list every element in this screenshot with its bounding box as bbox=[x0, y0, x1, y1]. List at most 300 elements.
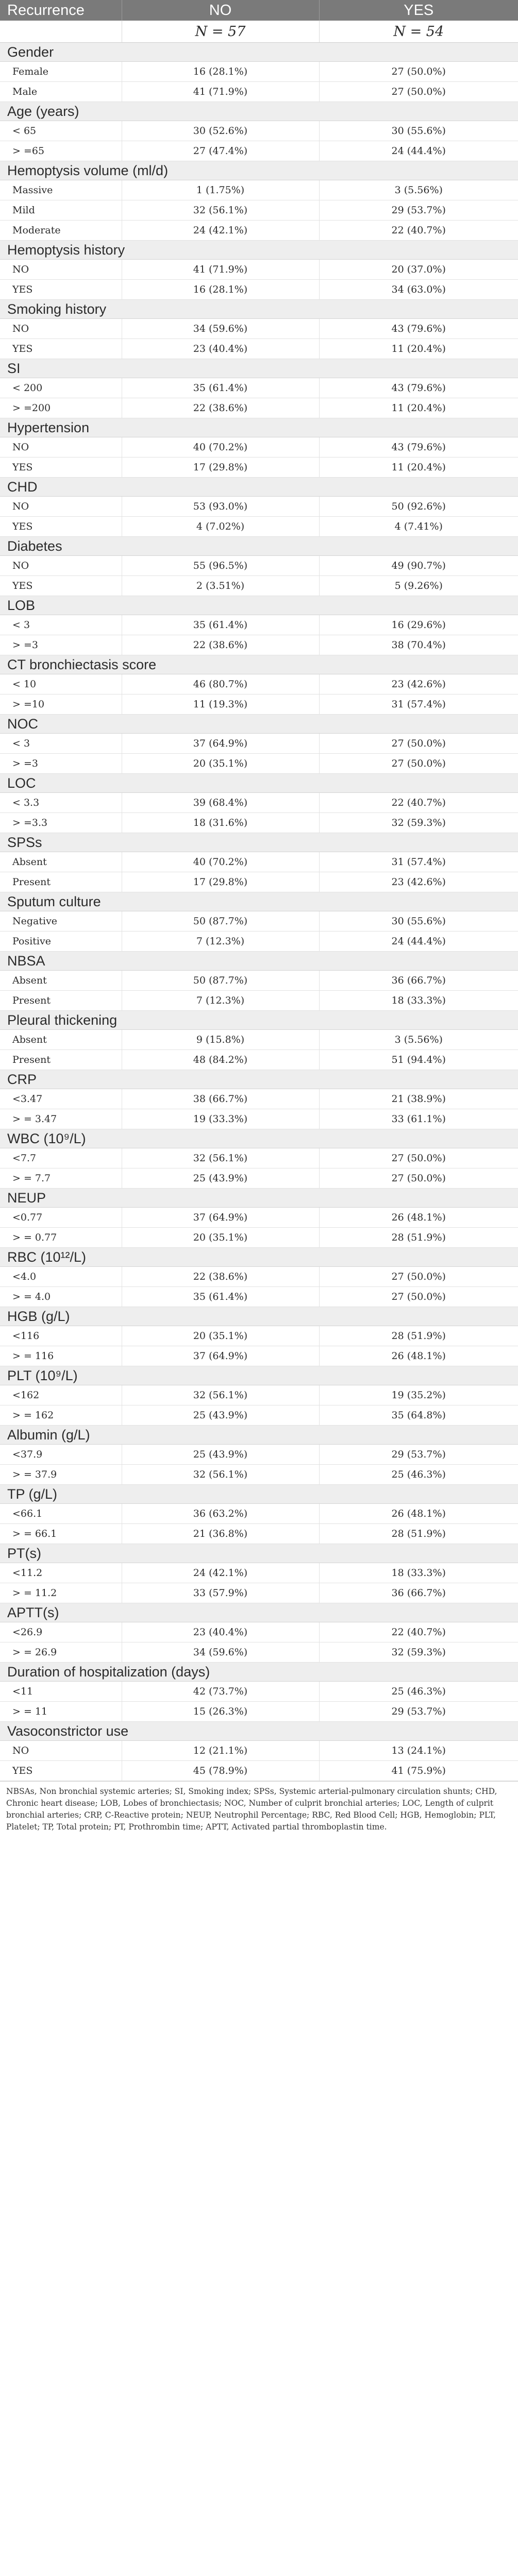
value-no: 32 (56.1%) bbox=[122, 1465, 319, 1485]
table-row bbox=[0, 1504, 518, 1524]
table-row bbox=[0, 635, 518, 655]
table-row bbox=[0, 1465, 518, 1485]
value-yes: 27 (50.0%) bbox=[319, 1148, 518, 1168]
table-row bbox=[0, 1089, 518, 1109]
value-no: 21 (36.8%) bbox=[122, 1524, 319, 1544]
value-yes: 3 (5.56%) bbox=[319, 180, 518, 200]
table-row bbox=[0, 319, 518, 339]
value-no: 17 (29.8%) bbox=[122, 872, 319, 892]
value-yes: 24 (44.4%) bbox=[319, 931, 518, 952]
table-row bbox=[0, 1168, 518, 1189]
category-title: LOC bbox=[0, 774, 518, 793]
row-label: <26.9 bbox=[0, 1622, 122, 1642]
table-row bbox=[0, 1050, 518, 1070]
value-yes: 13 (24.1%) bbox=[319, 1741, 518, 1761]
value-no: 48 (84.2%) bbox=[122, 1050, 319, 1070]
row-label: > =3.3 bbox=[0, 813, 122, 833]
value-no: 23 (40.4%) bbox=[122, 1622, 319, 1642]
row-label: > = 116 bbox=[0, 1346, 122, 1366]
value-no: 39 (68.4%) bbox=[122, 793, 319, 813]
table-row bbox=[0, 1622, 518, 1642]
value-no: 22 (38.6%) bbox=[122, 398, 319, 418]
row-label: > =3 bbox=[0, 635, 122, 655]
table-row bbox=[0, 971, 518, 991]
category-row bbox=[0, 1129, 518, 1148]
value-no: 55 (96.5%) bbox=[122, 556, 319, 576]
value-no: 20 (35.1%) bbox=[122, 754, 319, 774]
table-row bbox=[0, 398, 518, 418]
category-title: Smoking history bbox=[0, 300, 518, 319]
value-no: 42 (73.7%) bbox=[122, 1682, 319, 1702]
value-no: 25 (43.9%) bbox=[122, 1445, 319, 1465]
value-yes: 26 (48.1%) bbox=[319, 1208, 518, 1228]
category-row bbox=[0, 833, 518, 852]
table-row bbox=[0, 576, 518, 596]
category-title: NEUP bbox=[0, 1189, 518, 1208]
value-no: 40 (70.2%) bbox=[122, 852, 319, 872]
row-label: <162 bbox=[0, 1385, 122, 1405]
value-yes: 3 (5.56%) bbox=[319, 1030, 518, 1050]
category-title: SPSs bbox=[0, 833, 518, 852]
value-no: 11 (19.3%) bbox=[122, 694, 319, 715]
value-yes: 30 (55.6%) bbox=[319, 121, 518, 141]
table-row bbox=[0, 141, 518, 161]
value-yes: 16 (29.6%) bbox=[319, 615, 518, 635]
row-label: Present bbox=[0, 872, 122, 892]
row-label: YES bbox=[0, 457, 122, 478]
value-yes: 34 (63.0%) bbox=[319, 280, 518, 300]
row-label: > = 0.77 bbox=[0, 1228, 122, 1248]
value-yes: 22 (40.7%) bbox=[319, 793, 518, 813]
category-title: Diabetes bbox=[0, 537, 518, 556]
category-row bbox=[0, 359, 518, 378]
row-label: NO bbox=[0, 1741, 122, 1761]
row-label: NO bbox=[0, 319, 122, 339]
category-title: CT bronchiectasis score bbox=[0, 655, 518, 674]
value-yes: 22 (40.7%) bbox=[319, 1622, 518, 1642]
value-yes: 5 (9.26%) bbox=[319, 576, 518, 596]
category-row bbox=[0, 300, 518, 319]
value-no: 35 (61.4%) bbox=[122, 378, 319, 398]
sample-size-row bbox=[0, 21, 518, 43]
row-label: < 200 bbox=[0, 378, 122, 398]
category-title: Sputum culture bbox=[0, 892, 518, 911]
table-row bbox=[0, 62, 518, 82]
row-label: > = 11.2 bbox=[0, 1583, 122, 1603]
value-no: 25 (43.9%) bbox=[122, 1168, 319, 1189]
category-row bbox=[0, 1663, 518, 1682]
value-yes: 28 (51.9%) bbox=[319, 1524, 518, 1544]
value-yes: 26 (48.1%) bbox=[319, 1504, 518, 1524]
table-row bbox=[0, 1405, 518, 1426]
table-row bbox=[0, 280, 518, 300]
value-yes: 36 (66.7%) bbox=[319, 971, 518, 991]
table-row bbox=[0, 1287, 518, 1307]
table-row bbox=[0, 1326, 518, 1346]
row-label: <4.0 bbox=[0, 1267, 122, 1287]
header-yes: YES bbox=[319, 0, 518, 21]
value-no: 38 (66.7%) bbox=[122, 1089, 319, 1109]
header-recurrence: Recurrence bbox=[0, 0, 122, 21]
row-label: > = 66.1 bbox=[0, 1524, 122, 1544]
value-yes: 35 (64.8%) bbox=[319, 1405, 518, 1426]
row-label: Moderate bbox=[0, 221, 122, 241]
category-title: NBSA bbox=[0, 952, 518, 971]
table-row bbox=[0, 497, 518, 517]
row-label: > = 162 bbox=[0, 1405, 122, 1426]
value-no: 24 (42.1%) bbox=[122, 1563, 319, 1583]
table-row bbox=[0, 852, 518, 872]
table-row bbox=[0, 1761, 518, 1781]
row-label: Negative bbox=[0, 911, 122, 931]
value-yes: 22 (40.7%) bbox=[319, 221, 518, 241]
row-label: < 3.3 bbox=[0, 793, 122, 813]
value-yes: 33 (61.1%) bbox=[319, 1109, 518, 1129]
value-no: 40 (70.2%) bbox=[122, 437, 319, 457]
row-label: NO bbox=[0, 437, 122, 457]
value-yes: 20 (37.0%) bbox=[319, 260, 518, 280]
table-row bbox=[0, 754, 518, 774]
value-no: 7 (12.3%) bbox=[122, 991, 319, 1011]
value-yes: 43 (79.6%) bbox=[319, 319, 518, 339]
value-no: 4 (7.02%) bbox=[122, 517, 319, 537]
category-row bbox=[0, 655, 518, 674]
value-no: 1 (1.75%) bbox=[122, 180, 319, 200]
value-yes: 29 (53.7%) bbox=[319, 200, 518, 221]
value-yes: 25 (46.3%) bbox=[319, 1682, 518, 1702]
category-title: Pleural thickening bbox=[0, 1011, 518, 1030]
value-no: 20 (35.1%) bbox=[122, 1326, 319, 1346]
table-row bbox=[0, 1148, 518, 1168]
table-row bbox=[0, 378, 518, 398]
table-row bbox=[0, 872, 518, 892]
category-row bbox=[0, 1248, 518, 1267]
table-row bbox=[0, 615, 518, 635]
table-row bbox=[0, 1208, 518, 1228]
row-label: YES bbox=[0, 339, 122, 359]
value-no: 32 (56.1%) bbox=[122, 1385, 319, 1405]
category-row bbox=[0, 1603, 518, 1622]
row-label: NO bbox=[0, 497, 122, 517]
table-row bbox=[0, 200, 518, 221]
value-no: 46 (80.7%) bbox=[122, 674, 319, 694]
row-label: > = 4.0 bbox=[0, 1287, 122, 1307]
row-label: <0.77 bbox=[0, 1208, 122, 1228]
category-title: Gender bbox=[0, 43, 518, 62]
value-no: 34 (59.6%) bbox=[122, 319, 319, 339]
table-row bbox=[0, 1445, 518, 1465]
category-row bbox=[0, 478, 518, 497]
value-yes: 11 (20.4%) bbox=[319, 339, 518, 359]
value-yes: 29 (53.7%) bbox=[319, 1445, 518, 1465]
category-title: CRP bbox=[0, 1070, 518, 1089]
category-row bbox=[0, 102, 518, 121]
value-yes: 21 (38.9%) bbox=[319, 1089, 518, 1109]
sample-size-no: N = 57 bbox=[122, 21, 319, 43]
value-no: 32 (56.1%) bbox=[122, 1148, 319, 1168]
category-row bbox=[0, 774, 518, 793]
category-row bbox=[0, 1426, 518, 1445]
value-no: 22 (38.6%) bbox=[122, 1267, 319, 1287]
category-title: Vasoconstrictor use bbox=[0, 1722, 518, 1741]
row-label: Female bbox=[0, 62, 122, 82]
row-label: Present bbox=[0, 991, 122, 1011]
table-row bbox=[0, 991, 518, 1011]
value-no: 7 (12.3%) bbox=[122, 931, 319, 952]
value-yes: 28 (51.9%) bbox=[319, 1228, 518, 1248]
row-label: > = 26.9 bbox=[0, 1642, 122, 1663]
value-yes: 43 (79.6%) bbox=[319, 378, 518, 398]
value-yes: 4 (7.41%) bbox=[319, 517, 518, 537]
value-no: 34 (59.6%) bbox=[122, 1642, 319, 1663]
value-no: 18 (31.6%) bbox=[122, 813, 319, 833]
table-footnote: NBSAs, Non bronchial systemic arteries; SI, Smoking index; SPSs, Systemic arterial-pulmonary circulation shunts; CHD, Chronic heart disease; LOB, Lobes of bronchiectasis; NOC, Number of culprit bronchial arteries; LOC, Length of culprit bronchial arteries; CRP, C-Reactive protein; NEUP, Neutrophil Percentage; RBC, Red Blood Cell; HGB, Hemoglobin; PLT, Platelet; TP, Total protein; PT, Prothrombin time; APTT, Activated partial thromboplastin time. bbox=[0, 1781, 518, 1833]
category-row bbox=[0, 1189, 518, 1208]
row-label: < 3 bbox=[0, 615, 122, 635]
category-title: RBC (10¹²/L) bbox=[0, 1248, 518, 1267]
row-label: Massive bbox=[0, 180, 122, 200]
category-row bbox=[0, 892, 518, 911]
category-row bbox=[0, 596, 518, 615]
table-row bbox=[0, 1228, 518, 1248]
table-row bbox=[0, 931, 518, 952]
value-yes: 36 (66.7%) bbox=[319, 1583, 518, 1603]
table-row bbox=[0, 1030, 518, 1050]
category-title: SI bbox=[0, 359, 518, 378]
row-label: > =200 bbox=[0, 398, 122, 418]
category-row bbox=[0, 1485, 518, 1504]
category-title: HGB (g/L) bbox=[0, 1307, 518, 1326]
category-title: PLT (10⁹/L) bbox=[0, 1366, 518, 1385]
row-label: > = 11 bbox=[0, 1702, 122, 1722]
value-no: 30 (52.6%) bbox=[122, 121, 319, 141]
table-row bbox=[0, 339, 518, 359]
category-row bbox=[0, 1544, 518, 1563]
table-row bbox=[0, 1385, 518, 1405]
row-label: <11 bbox=[0, 1682, 122, 1702]
value-yes: 29 (53.7%) bbox=[319, 1702, 518, 1722]
table-header-row bbox=[0, 0, 518, 21]
row-label: <66.1 bbox=[0, 1504, 122, 1524]
value-no: 19 (33.3%) bbox=[122, 1109, 319, 1129]
category-title: NOC bbox=[0, 715, 518, 734]
table-row bbox=[0, 1563, 518, 1583]
value-yes: 49 (90.7%) bbox=[319, 556, 518, 576]
table-row bbox=[0, 1741, 518, 1761]
value-no: 24 (42.1%) bbox=[122, 221, 319, 241]
row-label: Absent bbox=[0, 971, 122, 991]
header-no: NO bbox=[122, 0, 319, 21]
row-label: < 10 bbox=[0, 674, 122, 694]
value-yes: 11 (20.4%) bbox=[319, 457, 518, 478]
table-row bbox=[0, 1702, 518, 1722]
value-no: 35 (61.4%) bbox=[122, 1287, 319, 1307]
value-yes: 23 (42.6%) bbox=[319, 872, 518, 892]
value-yes: 27 (50.0%) bbox=[319, 754, 518, 774]
value-no: 23 (40.4%) bbox=[122, 339, 319, 359]
value-no: 32 (56.1%) bbox=[122, 200, 319, 221]
value-yes: 31 (57.4%) bbox=[319, 694, 518, 715]
sample-size-empty bbox=[0, 21, 122, 43]
category-title: TP (g/L) bbox=[0, 1485, 518, 1504]
table-row bbox=[0, 1642, 518, 1663]
row-label: Absent bbox=[0, 852, 122, 872]
value-no: 9 (15.8%) bbox=[122, 1030, 319, 1050]
value-yes: 27 (50.0%) bbox=[319, 1267, 518, 1287]
row-label: YES bbox=[0, 517, 122, 537]
category-title: Hemoptysis history bbox=[0, 241, 518, 260]
row-label: Positive bbox=[0, 931, 122, 952]
table-row bbox=[0, 674, 518, 694]
value-no: 35 (61.4%) bbox=[122, 615, 319, 635]
value-no: 27 (47.4%) bbox=[122, 141, 319, 161]
category-row bbox=[0, 43, 518, 62]
category-row bbox=[0, 418, 518, 437]
table-row bbox=[0, 911, 518, 931]
row-label: NO bbox=[0, 260, 122, 280]
row-label: <7.7 bbox=[0, 1148, 122, 1168]
value-yes: 24 (44.4%) bbox=[319, 141, 518, 161]
value-no: 22 (38.6%) bbox=[122, 635, 319, 655]
category-title: Age (years) bbox=[0, 102, 518, 121]
value-no: 41 (71.9%) bbox=[122, 260, 319, 280]
value-yes: 18 (33.3%) bbox=[319, 1563, 518, 1583]
table-body bbox=[0, 43, 518, 1781]
category-title: WBC (10⁹/L) bbox=[0, 1129, 518, 1148]
category-title: CHD bbox=[0, 478, 518, 497]
table-row bbox=[0, 260, 518, 280]
table-row bbox=[0, 437, 518, 457]
table-row bbox=[0, 813, 518, 833]
value-no: 53 (93.0%) bbox=[122, 497, 319, 517]
value-yes: 23 (42.6%) bbox=[319, 674, 518, 694]
value-no: 20 (35.1%) bbox=[122, 1228, 319, 1248]
row-label: <11.2 bbox=[0, 1563, 122, 1583]
row-label: Absent bbox=[0, 1030, 122, 1050]
value-no: 25 (43.9%) bbox=[122, 1405, 319, 1426]
row-label: <116 bbox=[0, 1326, 122, 1346]
row-label: YES bbox=[0, 1761, 122, 1781]
table-row bbox=[0, 180, 518, 200]
value-no: 2 (3.51%) bbox=[122, 576, 319, 596]
value-no: 37 (64.9%) bbox=[122, 734, 319, 754]
value-yes: 51 (94.4%) bbox=[319, 1050, 518, 1070]
table-row bbox=[0, 517, 518, 537]
value-yes: 11 (20.4%) bbox=[319, 398, 518, 418]
table-row bbox=[0, 1524, 518, 1544]
category-row bbox=[0, 952, 518, 971]
category-title: Hemoptysis volume (ml/d) bbox=[0, 161, 518, 180]
table-row bbox=[0, 121, 518, 141]
category-title: Albumin (g/L) bbox=[0, 1426, 518, 1445]
value-yes: 41 (75.9%) bbox=[319, 1761, 518, 1781]
value-yes: 27 (50.0%) bbox=[319, 734, 518, 754]
row-label: > = 3.47 bbox=[0, 1109, 122, 1129]
category-row bbox=[0, 241, 518, 260]
table-row bbox=[0, 793, 518, 813]
value-yes: 30 (55.6%) bbox=[319, 911, 518, 931]
value-no: 50 (87.7%) bbox=[122, 971, 319, 991]
value-no: 37 (64.9%) bbox=[122, 1346, 319, 1366]
value-yes: 27 (50.0%) bbox=[319, 62, 518, 82]
category-row bbox=[0, 1070, 518, 1089]
value-no: 41 (71.9%) bbox=[122, 82, 319, 102]
category-row bbox=[0, 1366, 518, 1385]
table-row bbox=[0, 221, 518, 241]
category-row bbox=[0, 161, 518, 180]
category-row bbox=[0, 1722, 518, 1741]
value-no: 33 (57.9%) bbox=[122, 1583, 319, 1603]
row-label: YES bbox=[0, 280, 122, 300]
value-no: 17 (29.8%) bbox=[122, 457, 319, 478]
value-yes: 27 (50.0%) bbox=[319, 1168, 518, 1189]
row-label: > =3 bbox=[0, 754, 122, 774]
value-yes: 32 (59.3%) bbox=[319, 1642, 518, 1663]
value-no: 16 (28.1%) bbox=[122, 280, 319, 300]
row-label: > = 7.7 bbox=[0, 1168, 122, 1189]
category-title: PT(s) bbox=[0, 1544, 518, 1563]
value-yes: 38 (70.4%) bbox=[319, 635, 518, 655]
row-label: NO bbox=[0, 556, 122, 576]
value-yes: 32 (59.3%) bbox=[319, 813, 518, 833]
row-label: YES bbox=[0, 576, 122, 596]
table-row bbox=[0, 734, 518, 754]
sample-size-yes: N = 54 bbox=[319, 21, 518, 43]
row-label: < 65 bbox=[0, 121, 122, 141]
value-no: 36 (63.2%) bbox=[122, 1504, 319, 1524]
category-row bbox=[0, 1011, 518, 1030]
category-row bbox=[0, 715, 518, 734]
value-no: 37 (64.9%) bbox=[122, 1208, 319, 1228]
row-label: Male bbox=[0, 82, 122, 102]
row-label: < 3 bbox=[0, 734, 122, 754]
table-row bbox=[0, 1109, 518, 1129]
value-yes: 25 (46.3%) bbox=[319, 1465, 518, 1485]
value-yes: 18 (33.3%) bbox=[319, 991, 518, 1011]
value-yes: 50 (92.6%) bbox=[319, 497, 518, 517]
value-yes: 19 (35.2%) bbox=[319, 1385, 518, 1405]
value-no: 45 (78.9%) bbox=[122, 1761, 319, 1781]
value-no: 50 (87.7%) bbox=[122, 911, 319, 931]
table-row bbox=[0, 1267, 518, 1287]
category-title: Duration of hospitalization (days) bbox=[0, 1663, 518, 1682]
table-row bbox=[0, 1583, 518, 1603]
table-row bbox=[0, 1682, 518, 1702]
category-title: LOB bbox=[0, 596, 518, 615]
table-row bbox=[0, 694, 518, 715]
row-label: > = 37.9 bbox=[0, 1465, 122, 1485]
row-label: <3.47 bbox=[0, 1089, 122, 1109]
row-label: > =65 bbox=[0, 141, 122, 161]
row-label: > =10 bbox=[0, 694, 122, 715]
table-row bbox=[0, 556, 518, 576]
value-yes: 43 (79.6%) bbox=[319, 437, 518, 457]
category-title: APTT(s) bbox=[0, 1603, 518, 1622]
value-yes: 28 (51.9%) bbox=[319, 1326, 518, 1346]
value-no: 15 (26.3%) bbox=[122, 1702, 319, 1722]
category-title: Hypertension bbox=[0, 418, 518, 437]
table-row bbox=[0, 457, 518, 478]
category-row bbox=[0, 537, 518, 556]
value-yes: 26 (48.1%) bbox=[319, 1346, 518, 1366]
table-row bbox=[0, 82, 518, 102]
table-row bbox=[0, 1346, 518, 1366]
row-label: Present bbox=[0, 1050, 122, 1070]
value-yes: 27 (50.0%) bbox=[319, 1287, 518, 1307]
category-row bbox=[0, 1307, 518, 1326]
value-no: 12 (21.1%) bbox=[122, 1741, 319, 1761]
value-no: 16 (28.1%) bbox=[122, 62, 319, 82]
